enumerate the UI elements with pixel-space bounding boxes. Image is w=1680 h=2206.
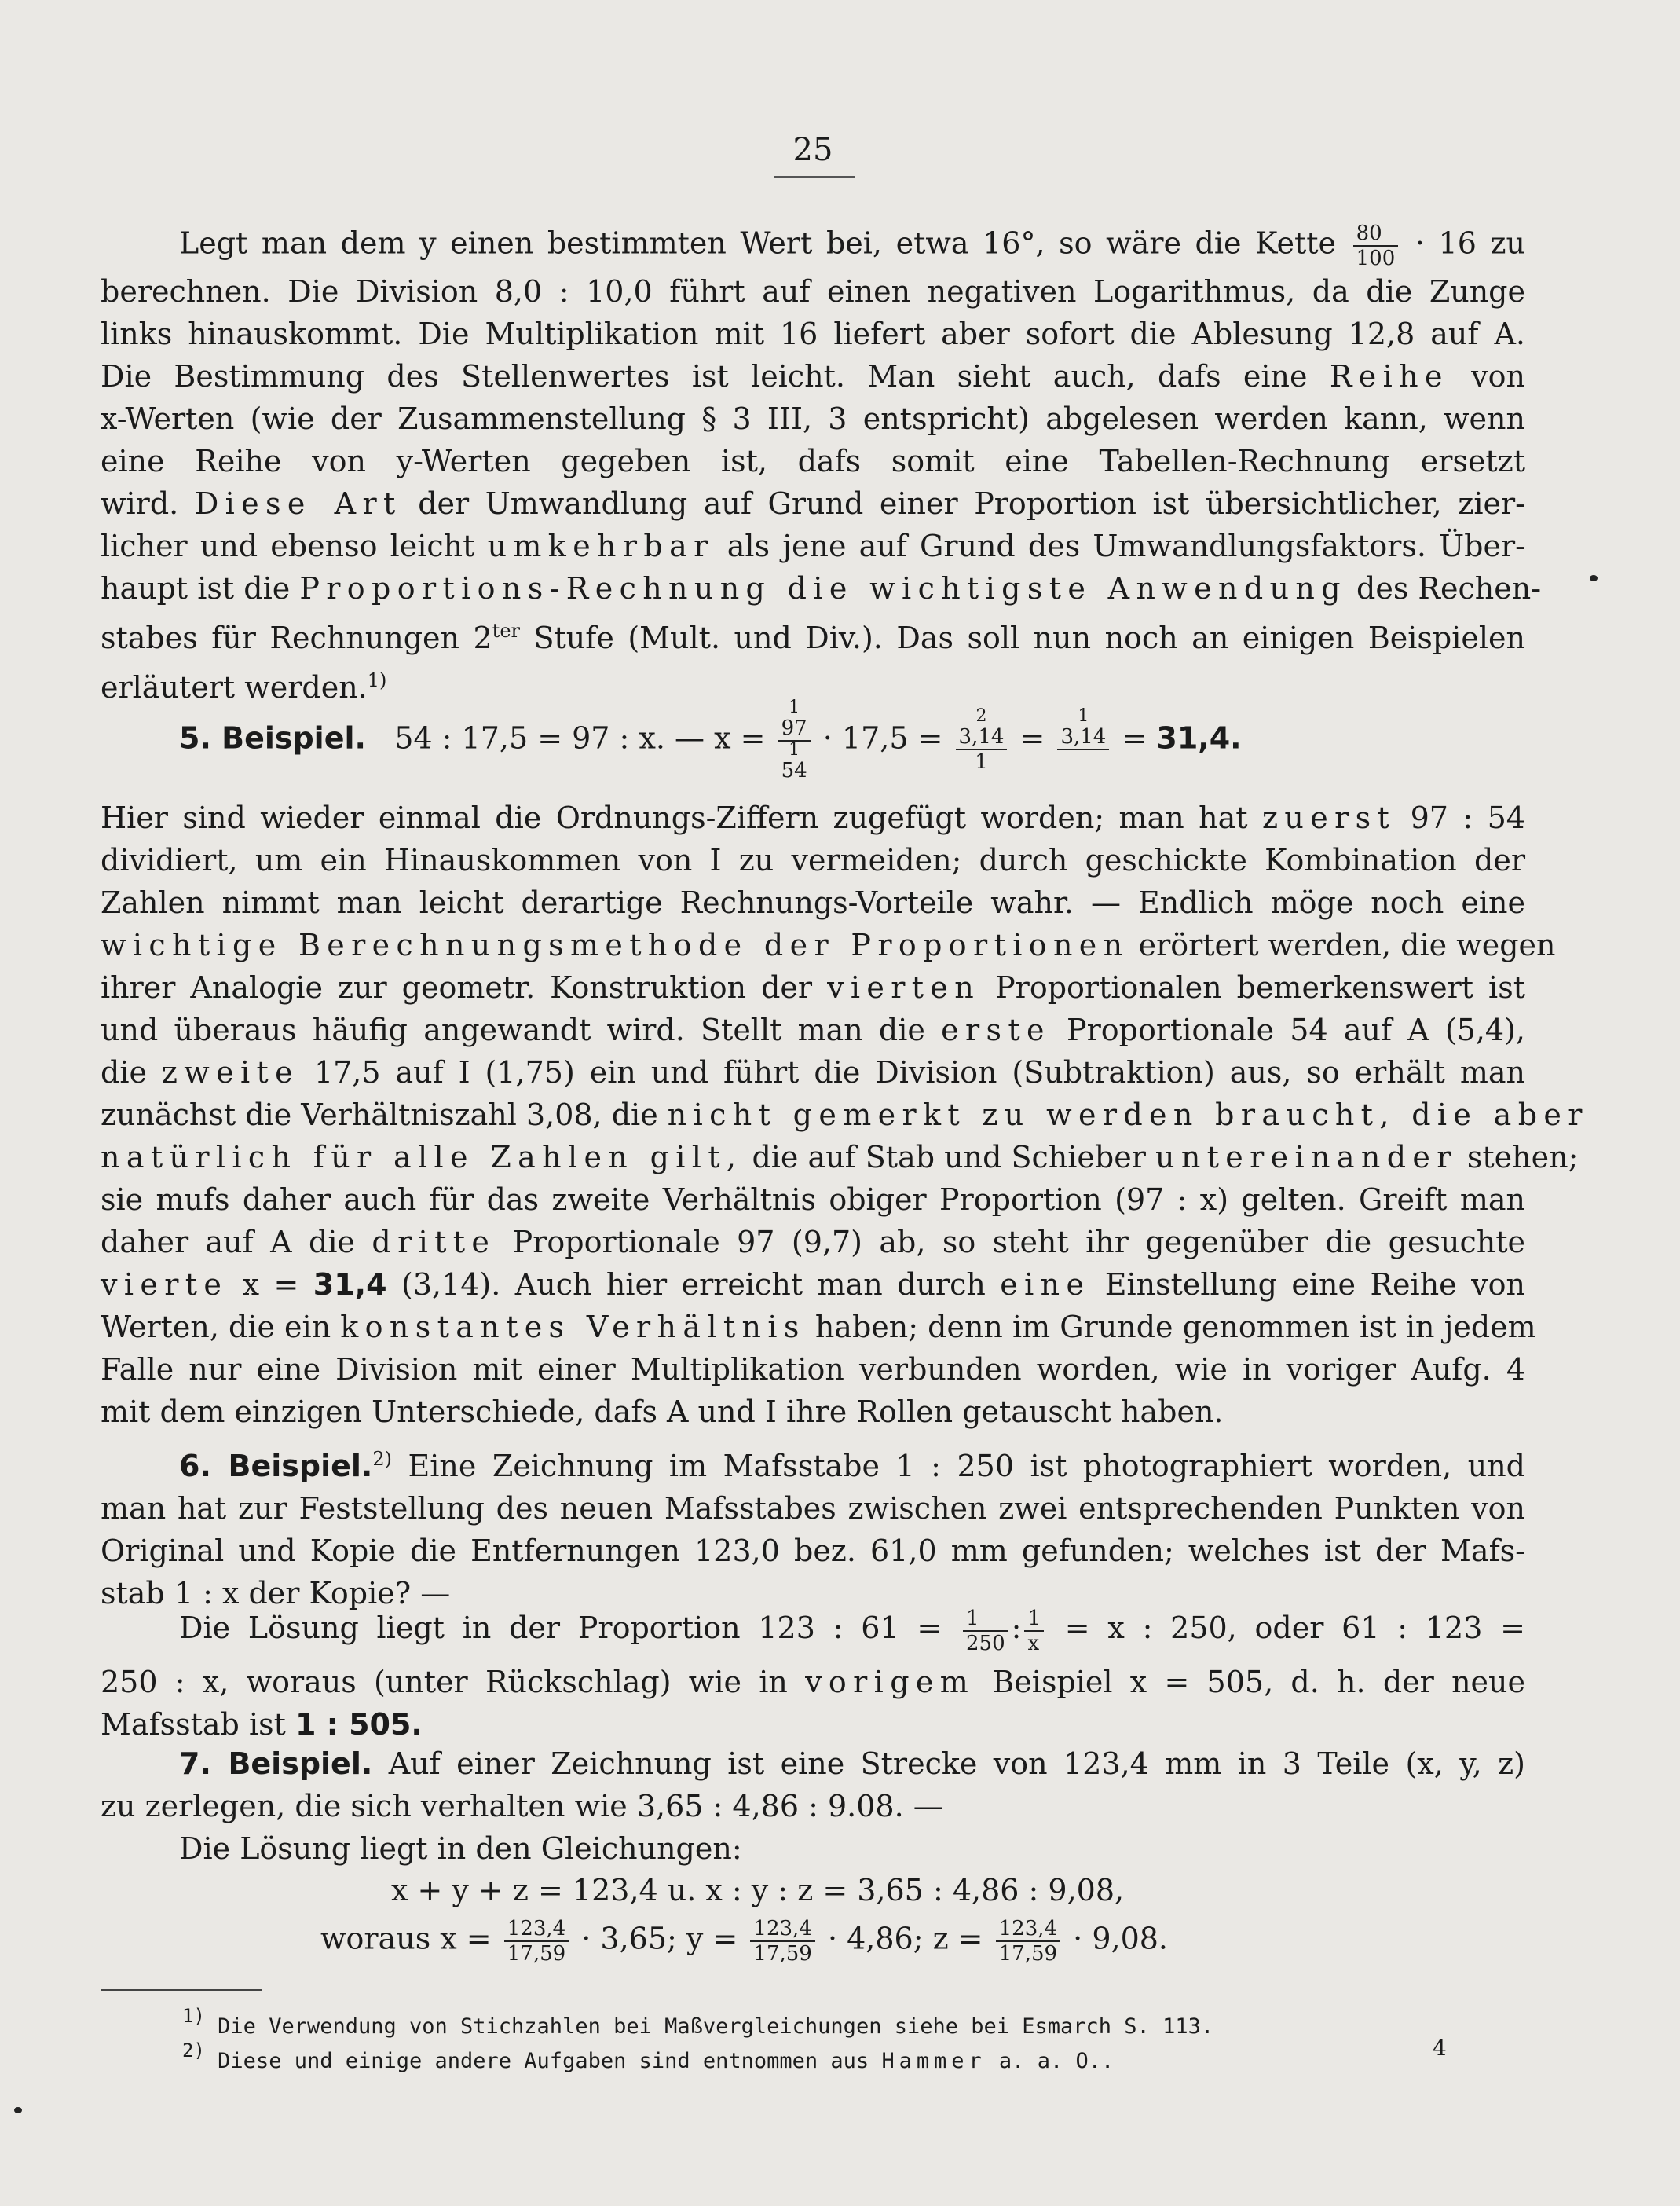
text-line: vierte x = 31,4 (3,14). Auch hier erreicht man durch eine Einstellung eine Reihe von [101,1267,1525,1302]
fraction: $\frac{123,4}{17,59}$ [504,1917,569,1966]
fraction: $\frac{1}{250}$ [963,1607,1008,1655]
text-line: die zweite 17,5 auf I (1,75) ein und führt die Division (Subtraktion) aus, so erhält man [101,1055,1525,1090]
paragraph-2 [101,797,1589,1433]
text-line: 6. Beispiel.$^{2)}$ Eine Zeichnung im Mafsstabe 1 : 250 ist photographiert worden, und [179,1448,1525,1483]
text-line: stab 1 : x der Kopie? — [101,1576,451,1611]
text-line: Werten, die ein konstantes Verhältnis haben; denn im Grunde genommen ist in jedem [101,1310,1536,1344]
footnote-1: 1) Die Verwendung von Stichzahlen bei Maßvergleichungen siehe bei Esmarch S. 113. [182,2005,1214,2039]
text-line: mit dem einzigen Unterschiede, dafs A und I ihre Rollen getauscht haben. [101,1394,1224,1429]
text-line: haupt ist die Proportions-Rechnung die wichtigste Anwendung des Rechen- [101,571,1542,606]
text-line: man hat zur Feststellung des neuen Mafsstabes zwischen zwei entsprechenden Punkten von [101,1491,1525,1526]
text-line: natürlich für alle Zahlen gilt, die auf Stab und Schieber untereinander stehen; [101,1140,1579,1174]
text-line: eine Reihe von y-Werten gegeben ist, dafs somit eine Tabellen-Rechnung ersetzt [101,444,1525,478]
fraction: 2 3,14 1 [956,708,1008,774]
example-7 [101,1742,1525,1870]
text-line: stabes für Rechnungen $2^{ter}$ Stufe (Mult. und Div.). Das soll nun noch an einigen Beispielen [101,620,1525,655]
example-5-formula: 5. Beispiel. 54 : 17,5 = 97 : x. — x = 1 97 1 54 · 17,5 = 2 3,14 1 = 1 3,14 = 31,4. [179,698,1242,782]
text-line: ihrer Analogie zur geometr. Konstruktion der vierten Proportionalen bemerkenswert ist [101,970,1525,1005]
text-line: dividiert, um ein Hinauskommen von I zu vermeiden; durch geschickte Kombination der [101,843,1525,878]
text-line: sie mufs daher auch für das zweite Verhältnis obiger Proportion (97 : x) gelten. Greift man [101,1182,1525,1217]
example-6-solution [101,1603,1525,1655]
text-line: daher auf A die dritte Proportionale 97 (9,7) ab, so steht ihr gegenüber die gesuchte [101,1225,1525,1259]
text-line: Die Bestimmung des Stellenwertes ist leicht. Man sieht auch, dafs eine Reihe von [101,359,1525,394]
text-line: Original und Kopie die Entfernungen 123,0 bez. 61,0 mm gefunden; welches ist der Mafs- [101,1534,1525,1568]
text-line: links hinauskommt. Die Multiplikation mit 16 liefert aber sofort die Ablesung 12,8 auf A. [101,317,1525,351]
text-line: Hier sind wieder einmal die Ordnungs-Ziffern zugefügt worden; man hat zuerst 97 : 54 [101,801,1525,835]
footnote-ref: 2) [372,1448,393,1470]
fraction: 1 97 1 54 [778,699,811,782]
footnote-ref: 1) [367,669,387,691]
text-line: 250 : x, woraus (unter Rückschlag) wie in vorigem Beispiel x = 505, d. h. der neue [101,1665,1525,1699]
example-7-equation-2: woraus x = $\frac{123,4}{17,59}$ · 3,65; y = $\frac{123,4}{17,59}$ · 4,86; z = $\frac{123,4}{17,59}$ · 9,08. [320,1917,1169,1966]
example-6 [101,1438,1525,1614]
text-line: erläutert werden.$^{1)}$ [101,669,387,705]
text-line: zunächst die Verhältniszahl 3,08, die nicht gemerkt zu werden braucht, die aber [101,1098,1589,1132]
text-line: Mafsstab ist 1 : 505. [101,1707,423,1742]
fraction: $\frac{80}{100}$ [1353,222,1399,270]
text-line: licher und ebenso leicht umkehrbar als jene auf Grund des Umwandlungsfaktors. Über- [101,529,1525,563]
text-line: 7. Beispiel. Auf einer Zeichnung ist eine Strecke von 123,4 mm in 3 Teile (x, y, z) [179,1746,1525,1781]
fraction: 1 3,14 [1057,708,1109,774]
ink-speck [14,2107,22,2113]
text-line: Falle nur eine Division mit einer Multiplikation verbunden worden, wie in voriger Aufg. 4 [101,1352,1525,1387]
text-line: berechnen. Die Division 8,0 : 10,0 führt auf einen negativen Logarithmus, da die Zunge [101,274,1525,309]
fraction: $\frac{123,4}{17,59}$ [750,1917,814,1966]
ink-speck [1590,575,1598,581]
text-line: und überaus häufig angewandt wird. Stellt man die erste Proportionale 54 auf A (5,4), [101,1013,1525,1047]
footnote-2: 2) Diese und einige andere Aufgaben sind entnommen aus Hammer a. a. O.. [182,2039,1115,2073]
text-line: Zahlen nimmt man leicht derartige Rechnungs-Vorteile wahr. — Endlich möge noch eine [101,885,1525,920]
example-6-result [101,1661,1525,1746]
signature-mark: 4 [1433,2035,1447,2061]
text-line: wichtige Berechnungsmethode der Proportionen erörtert werden, die wegen [101,928,1556,962]
footnote-rule [101,1989,262,1991]
text-line: wird. Diese Art der Umwandlung auf Grund einer Proportion ist übersichtlicher, zier- [101,486,1525,521]
fraction: $\frac{1}{x}$ [1024,1607,1044,1655]
text-line: Die Lösung liegt in der Proportion 123 : 61 = $\frac{1}{250}$ : $\frac{1}{x}$ = x : 250, oder 61 : 123 = [179,1606,1525,1655]
text-line: Die Lösung liegt in den Gleichungen: [179,1831,742,1866]
paragraph-1 [101,222,1542,709]
text-line: Legt man dem y einen bestimmten Wert bei, etwa 16°, so wäre die Kette $\frac{80}{100}$ · 16 zu [179,222,1525,270]
page-number: 25 [792,132,833,168]
text-line: zu zerlegen, die sich verhalten wie 3,65 : 4,86 : 9.08. — [101,1789,943,1823]
fraction: $\frac{123,4}{17,59}$ [996,1917,1060,1966]
page-number-rule [774,176,855,178]
example-7-equation-1: x + y + z = 123,4 u. x : y : z = 3,65 : 4,86 : 9,08, [391,1873,1125,1907]
text-line: x-Werten (wie der Zusammenstellung § 3 III, 3 entspricht) abgelesen werden kann, wenn [101,401,1525,436]
